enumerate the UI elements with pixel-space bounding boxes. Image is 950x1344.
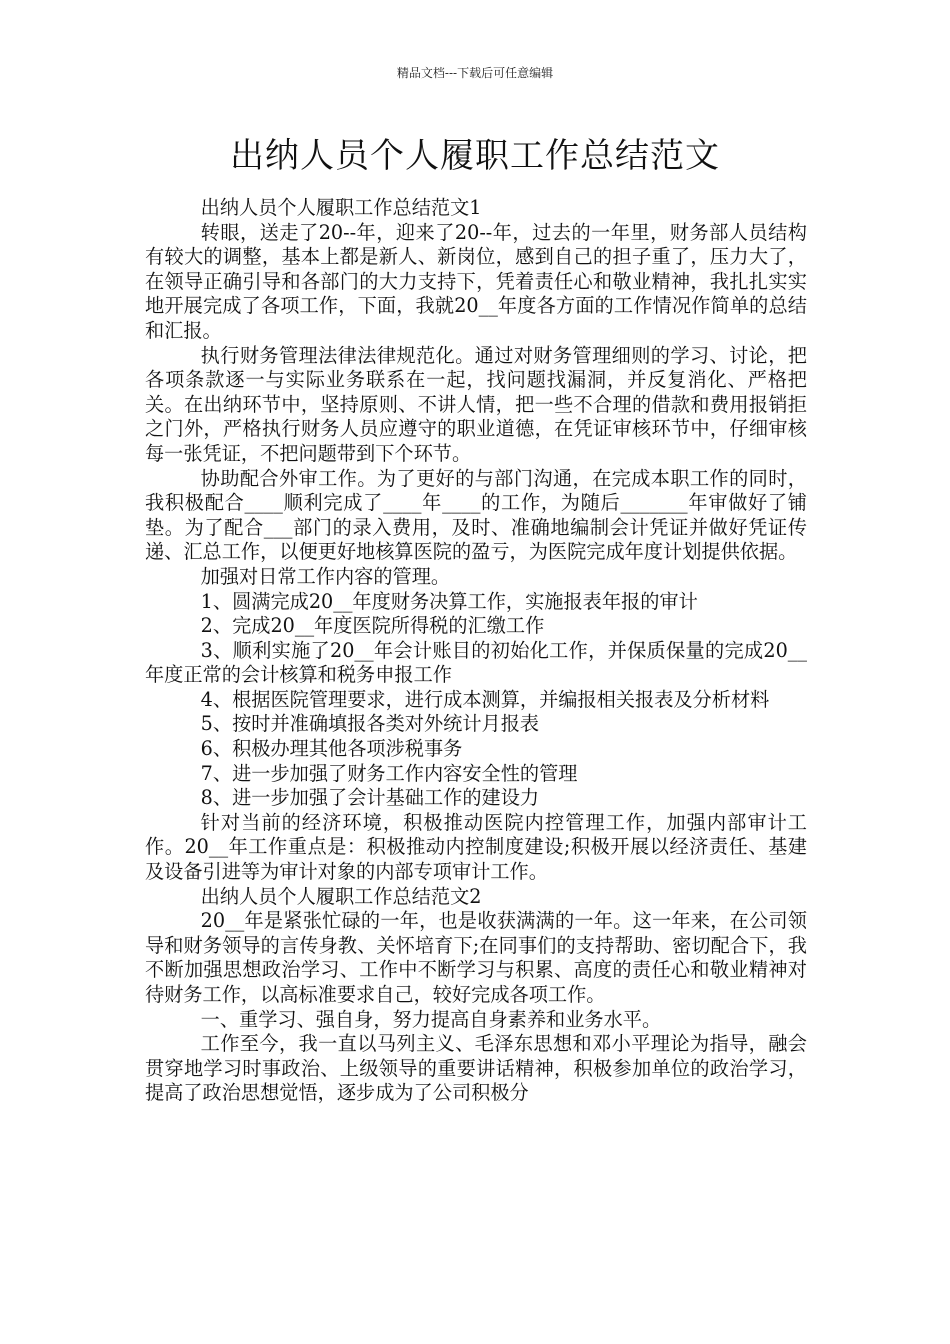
- paragraph: 加强对日常工作内容的管理。: [200, 564, 451, 588]
- list-item: 4、根据医院管理要求，进行成本测算，并编报相关报表及分析材料: [200, 687, 770, 711]
- document-title: 出纳人员个人履职工作总结范文: [230, 136, 720, 176]
- page-header: 精品文档---下载后可任意编辑: [396, 66, 554, 80]
- paragraph: 协助配合外审工作。为了更好的与部门沟通，在完成本职工作的同时，我积极配合____顺利完成了____年____的工作，为随后_______年审做好了铺垫。为了配合___部门的录入费用，及时、准确地编制会计凭证并做好凭证传递、汇总工作，以便更好地核算医院的盈亏，为医院完成年度计划提供依据。: [145, 466, 807, 564]
- paragraph: 一、重学习、强自身，努力提高自身素养和业务水平。: [200, 1007, 662, 1031]
- document-body: [145, 196, 807, 1106]
- list-item: 3、顺利实施了20__年会计账目的初始化工作，并保质保量的完成20__年度正常的会计核算和税务申报工作: [145, 638, 807, 687]
- paragraph: 转眼，送走了20--年，迎来了20--年，过去的一年里，财务部人员结构有较大的调整，基本上都是新人、新岗位，感到自己的担子重了，压力大了，在领导正确引导和各部门的大力支持下，凭着责任心和敬业精神，我扎扎实实地开展完成了各项工作，下面，我就20__年度各方面的工作情况作简单的总结和汇报。: [145, 220, 807, 342]
- section-heading-1: 出纳人员个人履职工作总结范文1: [200, 196, 482, 219]
- list-item: 2、完成20__年度医院所得税的汇缴工作: [200, 614, 545, 638]
- paragraph: 针对当前的经济环境，积极推动医院内控管理工作，加强内部审计工作。20__年工作重点是：积极推动内控制度建设;积极开展以经济责任、基建及设备引进等为审计对象的内部专项审计工作。: [145, 810, 807, 884]
- list-item: 6、积极办理其他各项涉税事务: [200, 737, 463, 761]
- section-heading-2: 出纳人员个人履职工作总结范文2: [200, 884, 482, 908]
- list-item: 1、圆满完成20__年度财务决算工作，实施报表年报的审计: [200, 589, 698, 613]
- paragraph: 工作至今，我一直以马列主义、毛泽东思想和邓小平理论为指导，融会贯穿地学习时事政治、上级领导的重要讲话精神，积极参加单位的政治学习，提高了政治思想觉悟，逐步成为了公司积极分: [145, 1032, 807, 1105]
- list-item: 5、按时并准确填报各类对外统计月报表: [200, 712, 540, 736]
- list-item: 7、进一步加强了财务工作内容安全性的管理: [200, 761, 578, 785]
- list-item: 8、进一步加强了会计基础工作的建设力: [200, 786, 540, 810]
- paragraph: 执行财务管理法律法律规范化。通过对财务管理细则的学习、讨论，把各项条款逐一与实际业务联系在一起，找问题找漏洞，并反复消化、严格把关。在出纳环节中，坚持原则、不讲人情，把一些不合理的借款和费用报销拒之门外，严格执行财务人员应遵守的职业道德，在凭证审核环节中，仔细审核每一张凭证，不把问题带到下个环节。: [145, 343, 807, 465]
- paragraph: 20__年是紧张忙碌的一年，也是收获满满的一年。这一年来，在公司领导和财务领导的言传身教、关怀培育下;在同事们的支持帮助、密切配合下，我不断加强思想政治学习、工作中不断学习与积累、高度的责任心和敬业精神对待财务工作，以高标准要求自己，较好完成各项工作。: [145, 909, 807, 1006]
